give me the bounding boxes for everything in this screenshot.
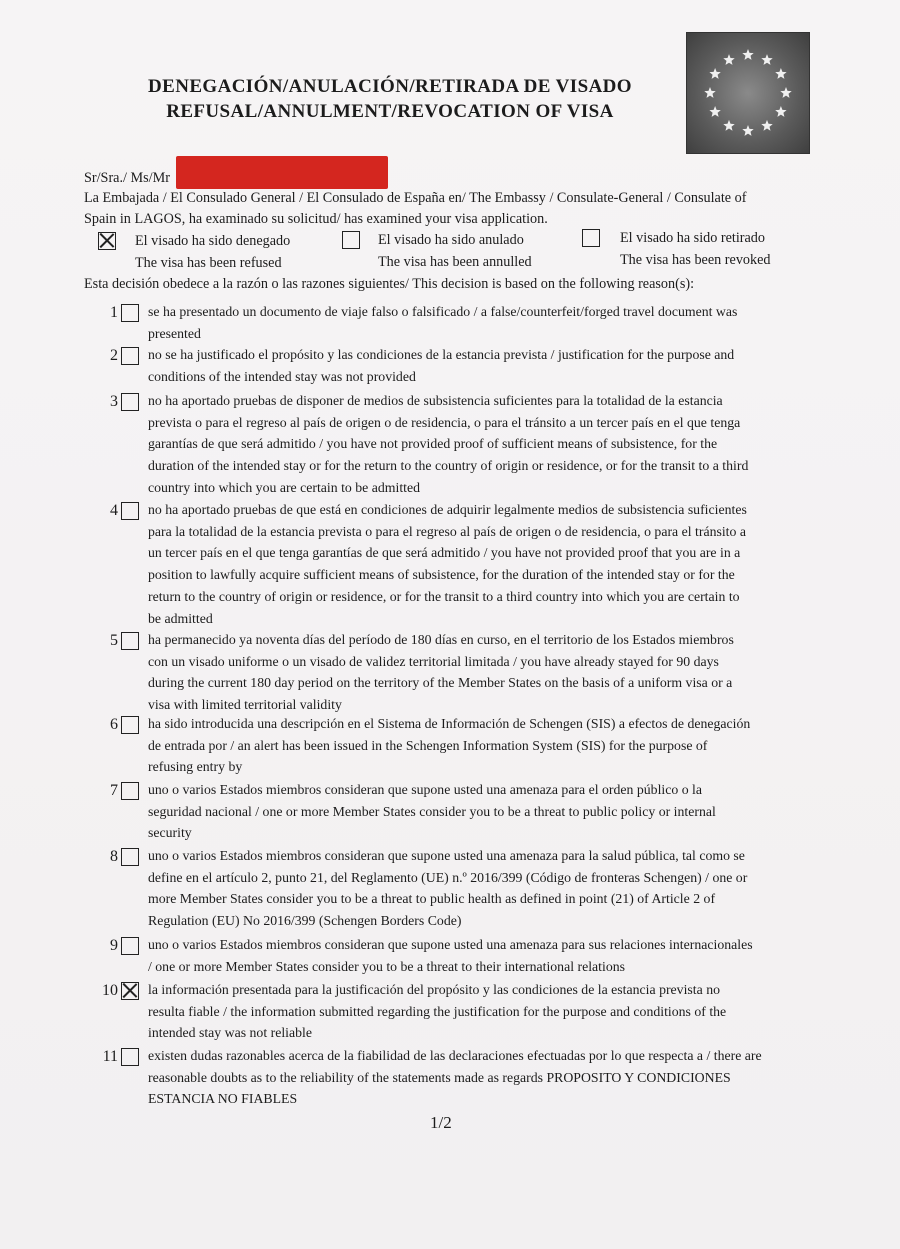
status-checkbox-1[interactable] <box>98 232 116 250</box>
reason-text-7 <box>148 779 818 844</box>
salutation-label: Sr/Sra./ Ms/Mr <box>84 170 170 186</box>
reason-number: 8 <box>110 848 118 865</box>
reason-line: la información presentada para la justificación del propósito y las condiciones de la estancia prevista no <box>148 982 720 997</box>
intro-line-1: La Embajada / El Consulado General / El Consulado de España en/ The Embassy / Consulate-General / Consulate of <box>84 190 747 206</box>
eu-stars-icon <box>687 33 809 153</box>
reason-text-3 <box>148 390 818 499</box>
reason-line: intended stay was not reliable <box>148 1025 312 1041</box>
reason-line: un tercer país en el que tenga garantías de que será admitido / you have not provided proof that you are in a <box>148 545 741 561</box>
page-number: 1/2 <box>430 1113 452 1132</box>
reason-line: presented <box>148 325 201 341</box>
reason-line: uno o varios Estados miembros consideran que supone usted una amenaza para el orden público o la <box>148 782 703 797</box>
status-label-es-1: El visado ha sido denegado <box>135 233 291 249</box>
reasons-intro: Esta decisión obedece a la razón o las razones siguientes/ This decision is based on the following reason(s): <box>84 276 695 292</box>
reason-line: / one or more Member States consider you to be a threat to their international relations <box>148 958 625 974</box>
reason-checkbox-4[interactable] <box>121 502 139 520</box>
reason-line: no se ha justificado el propósito y las condiciones de la estancia prevista / justification for the purpose and <box>148 347 735 362</box>
reason-line: define en el artículo 2, punto 21, del Reglamento (UE) n.º 2016/399 (Código de fronteras Schengen) / one or <box>148 869 748 885</box>
status-label-es-2: El visado ha sido anulado <box>378 232 524 248</box>
reason-line: con un visado uniforme o un visado de validez territorial limitada / you have already stayed for 90 days <box>148 653 719 669</box>
status-checkbox-2[interactable] <box>342 231 360 249</box>
status-label-en-2: The visa has been annulled <box>378 254 532 270</box>
reason-checkbox-9[interactable] <box>121 937 139 955</box>
reason-number: 7 <box>110 782 118 799</box>
eu-star <box>723 120 734 131</box>
reason-number: 6 <box>110 716 118 733</box>
document-title <box>90 74 690 124</box>
title-english: REFUSAL/ANNULMENT/REVOCATION OF VISA <box>166 101 614 122</box>
redacted-name <box>176 156 388 189</box>
reason-line: Regulation (EU) No 2016/399 (Schengen Borders Code) <box>148 913 462 929</box>
eu-star <box>723 54 734 65</box>
status-label-es-3: El visado ha sido retirado <box>620 230 765 246</box>
reason-line: de entrada por / an alert has been issued in the Schengen Information System (SIS) for the purpose of <box>148 737 708 753</box>
reason-checkbox-8[interactable] <box>121 848 139 866</box>
reason-line: refusing entry by <box>148 759 243 775</box>
reason-line: no ha aportado pruebas de que está en condiciones de adquirir legalmente medios de subsistencia suficientes <box>148 502 747 517</box>
eu-star <box>780 87 791 98</box>
status-label-en-3: The visa has been revoked <box>620 252 771 268</box>
reason-line: para la totalidad de la estancia prevista o para el regreso al país de origen o de residencia, o para el tránsito a <box>148 523 746 539</box>
reason-line: ha permanecido ya noventa días del período de 180 días en curso, en el territorio de los Estados miembros <box>148 632 734 647</box>
reason-line: duration of the intended stay or for the return to the country of origin or residence, or for the transit to a third <box>148 458 749 474</box>
reason-line: garantías de que será admitido / you have not provided proof of sufficient means of subsistence, for the <box>148 436 718 452</box>
reason-checkbox-2[interactable] <box>121 347 139 365</box>
reason-line: reasonable doubts as to the reliability of the statements made as regards PROPOSITO Y CONDICIONES <box>148 1069 731 1085</box>
reason-number: 10 <box>102 982 118 999</box>
reason-text-1 <box>148 301 818 344</box>
reason-line: security <box>148 825 192 841</box>
eu-star <box>709 68 720 79</box>
reason-text-4 <box>148 499 818 629</box>
status-checkbox-3[interactable] <box>582 229 600 247</box>
reason-checkbox-3[interactable] <box>121 393 139 411</box>
reason-text-9 <box>148 934 818 977</box>
intro-line-2: Spain in LAGOS, ha examinado su solicitud/ has examined your visa application. <box>84 211 548 227</box>
reason-checkbox-11[interactable] <box>121 1048 139 1066</box>
reason-line: existen dudas razonables acerca de la fiabilidad de las declaraciones efectuadas por lo que respecta a / there are <box>148 1048 762 1063</box>
reason-checkbox-6[interactable] <box>121 716 139 734</box>
reason-line: resulta fiable / the information submitted regarding the justification for the purpose and conditions of the <box>148 1003 727 1019</box>
reason-number: 4 <box>110 502 118 519</box>
reason-number: 9 <box>110 937 118 954</box>
eu-flag-emblem <box>686 32 810 154</box>
reason-number: 11 <box>102 1048 118 1065</box>
eu-star <box>775 106 786 117</box>
reason-line: ESTANCIA NO FIABLES <box>148 1091 298 1107</box>
reason-number: 1 <box>110 304 118 321</box>
reason-checkbox-5[interactable] <box>121 632 139 650</box>
reason-checkbox-10[interactable] <box>121 982 139 1000</box>
reason-line: uno o varios Estados miembros consideran que supone usted una amenaza para la salud pública, tal como se <box>148 848 745 863</box>
reason-line: prevista o para el regreso al país de origen o de residencia, o para el tránsito a un tercer país en el que tenga <box>148 414 741 430</box>
reason-line: se ha presentado un documento de viaje falso o falsificado / a false/counterfeit/forged travel document was <box>148 304 738 319</box>
reason-line: ha sido introducida una descripción en el Sistema de Información de Schengen (SIS) a efectos de denegación <box>148 716 751 731</box>
reason-line: seguridad nacional / one or more Member States consider you to be a threat to public policy or internal <box>148 803 716 819</box>
eu-star <box>704 87 715 98</box>
reason-line: country into which you are certain to be admitted <box>148 479 421 495</box>
reason-text-5 <box>148 629 818 716</box>
reason-text-8 <box>148 845 818 932</box>
reason-line: no ha aportado pruebas de disponer de medios de subsistencia suficientes para la totalidad de la estancia <box>148 393 723 408</box>
reason-text-11 <box>148 1045 818 1110</box>
reason-line: conditions of the intended stay was not provided <box>148 368 416 384</box>
reason-text-10 <box>148 979 818 1044</box>
eu-star <box>742 49 753 60</box>
reason-number: 3 <box>110 393 118 410</box>
status-label-en-1: The visa has been refused <box>135 255 282 271</box>
reason-line: uno o varios Estados miembros consideran que supone usted una amenaza para sus relaciones internacionales <box>148 937 753 952</box>
eu-star <box>742 125 753 136</box>
eu-star <box>775 68 786 79</box>
reason-line: more Member States consider you to be a threat to public health as defined in point (21) of Article 2 of <box>148 891 716 907</box>
eu-star <box>761 54 772 65</box>
reason-text-2 <box>148 344 818 387</box>
reason-checkbox-1[interactable] <box>121 304 139 322</box>
reason-line: visa with limited territorial validity <box>148 697 342 713</box>
eu-star <box>709 106 720 117</box>
reason-line: position to lawfully acquire sufficient means of subsistence, for the duration of the intended stay or for the <box>148 567 735 583</box>
reason-checkbox-7[interactable] <box>121 782 139 800</box>
eu-star <box>761 120 772 131</box>
reason-line: be admitted <box>148 610 213 626</box>
reason-line: during the current 180 day period on the territory of the Member States on the basis of a uniform visa or a <box>148 675 733 691</box>
title-spanish: DENEGACIÓN/ANULACIÓN/RETIRADA DE VISADO <box>148 76 632 97</box>
reason-number: 5 <box>110 632 118 649</box>
reason-line: return to the country of origin or residence, or for the transit to a third country into which you are certain to <box>148 588 740 604</box>
reason-text-6 <box>148 713 818 778</box>
reason-number: 2 <box>110 347 118 364</box>
